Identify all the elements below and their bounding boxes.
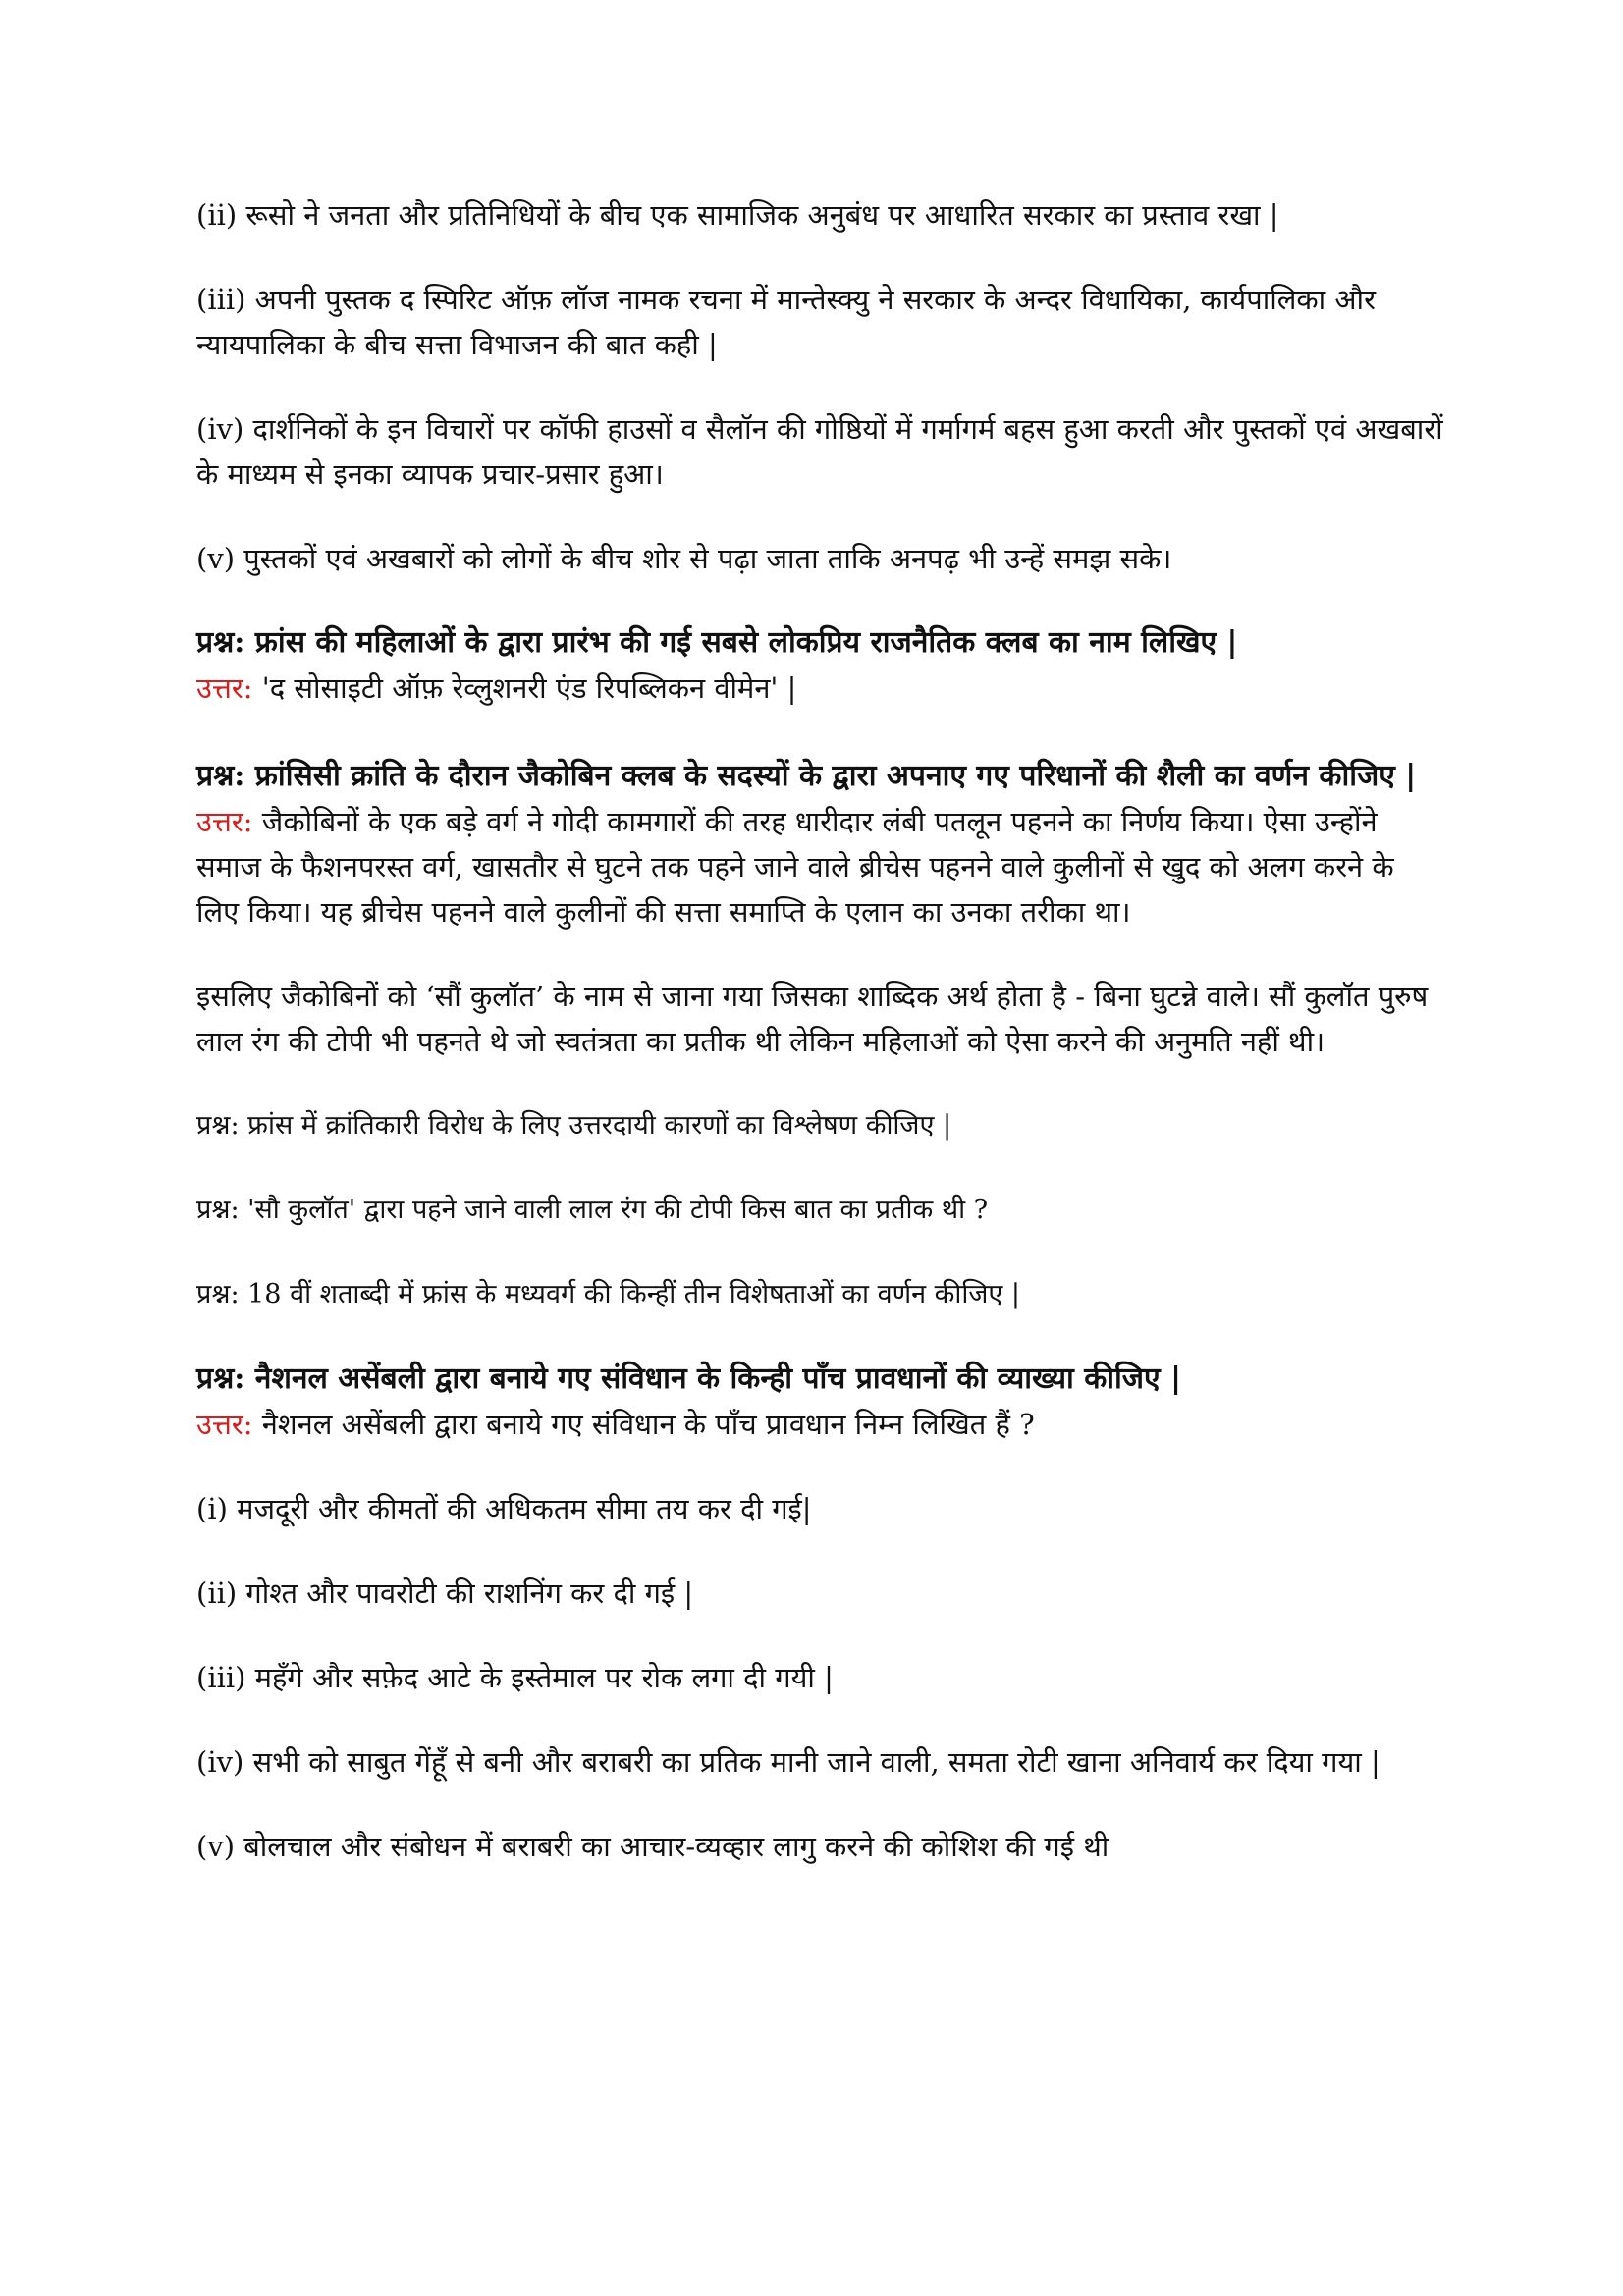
question-heading: प्रश्न: नैशनल असेंबली द्वारा बनाये गए संविधान के किन्ही पाँच प्रावधानों की व्याख्या कीजिए |	[196, 1362, 1181, 1396]
qa-constitution	[196, 1357, 1443, 1447]
point-iii: (iii) अपनी पुस्तक द स्पिरिट ऑफ़ लॉज नामक रचना में मान्तेस्क्यु ने सरकार के अन्दर विधायिका, कार्यपालिका और न्यायपालिका के बीच सत्ता विभाजन की बात कही |	[196, 283, 1376, 361]
qa-jacobin-dress	[196, 754, 1443, 934]
provision-iv: (iv) सभी को साबुत गेंहूँ से बनी और बराबरी का प्रतिक मानी जाने वाली, समता रोटी खाना अनिवार्य कर दिया गया |	[196, 1745, 1380, 1779]
answer-paragraph	[196, 799, 1443, 934]
plain-question: प्रश्न: 'सौ कुलॉत' द्वारा पहने जाने वाली लाल रंग की टोपी किस बात का प्रतीक थी ?	[196, 1195, 989, 1225]
plain-question: प्रश्न: 18 वीं शताब्दी में फ्रांस के मध्यवर्ग की किन्हीं तीन विशेषताओं का वर्णन कीजिए |	[196, 1279, 1021, 1309]
answer-label: उत्तर:	[196, 671, 253, 705]
point-ii: (ii) रूसो ने जनता और प्रतिनिधियों के बीच एक सामाजिक अनुबंध पर आधारित सरकार का प्रस्ताव रखा |	[196, 198, 1279, 232]
point-v: (v) पुस्तकों एवं अखबारों को लोगों के बीच शोर से पढ़ा जाता ताकि अनपढ़ भी उन्हें समझ सके।	[196, 542, 1172, 575]
provision-iii: (iii) महँगे और सफ़ेद आटे के इस्तेमाल पर रोक लगा दी गयी |	[196, 1661, 834, 1694]
provision-v: (v) बोलचाल और संबोधन में बराबरी का आचार-व्यव्हार लागु करने की कोशिश की गई थी	[196, 1830, 1109, 1863]
document-body	[196, 192, 1443, 1908]
answer-paragraph	[196, 1402, 1443, 1447]
answer-text: नैशनल असेंबली द्वारा बनाये गए संविधान के पाँच प्रावधान निम्न लिखित हैं ?	[252, 1408, 1035, 1441]
question-heading: प्रश्न: फ्रांसिसी क्रांति के दौरान जैकोबिन क्लब के सदस्यों के द्वारा अपनाए गए परिधानों की शैली का वर्णन कीजिए |	[196, 759, 1417, 793]
answer-paragraph	[196, 666, 1443, 711]
provision-i: (i) मजदूरी और कीमतों की अधिकतम सीमा तय कर दी गई|	[196, 1492, 812, 1525]
answer-label: उत्तर:	[196, 1408, 253, 1441]
qa-womens-club	[196, 620, 1443, 711]
provision-ii: (ii) गोश्त और पावरोटी की राशनिंग कर दी गई |	[196, 1576, 694, 1610]
answer-text: 'द सोसाइटी ऑफ़ रेव्लुशनरी एंड रिपब्लिकन वीमेन' |	[252, 671, 797, 705]
answer-text: जैकोबिनों के एक बड़े वर्ग ने गोदी कामगारों की तरह धारीदार लंबी पतलून पहनने का निर्णय किया। ऐसा उन्होंने समाज के फैशनपरस्त वर्ग, खासतौर से घुटने तक पहने जाने वाले ब्रीचेस पहनने वाले कुलीनों से खुद को अलग करने के लिए किया। यह ब्रीचेस पहनने वाले कुलीनों की सत्ता समाप्ति के एलान का उनका तरीका था।	[196, 805, 1394, 929]
plain-question: प्रश्न: फ्रांस में क्रांतिकारी विरोध के लिए उत्तरदायी कारणों का विश्लेषण कीजिए |	[196, 1110, 952, 1141]
answer-continuation: इसलिए जैकोबिनों को ‘सौं कुलॉत’ के नाम से जाना गया जिसका शाब्दिक अर्थ होता है - बिना घुटन्ने वाले। सौं कुलॉत पुरुष लाल रंग की टोपी भी पहनते थे जो स्वतंत्रता का प्रतीक थी लेकिन महिलाओं को ऐसा करने की अनुमति नहीं थी।	[196, 980, 1429, 1058]
point-iv: (iv) दार्शनिकों के इन विचारों पर कॉफी हाउसों व सैलॉन की गोष्ठियों में गर्मागर्म बहस हुआ करती और पुस्तकों एवं अखबारों के माध्यम से इनका व्यापक प्रचार-प्रसार हुआ।	[196, 412, 1443, 491]
answer-label: उत्तर:	[196, 805, 253, 838]
question-heading: प्रश्न: फ्रांस की महिलाओं के द्वारा प्रारंभ की गई सबसे लोकप्रिय राजनैतिक क्लब का नाम लिखिए |	[196, 625, 1238, 660]
